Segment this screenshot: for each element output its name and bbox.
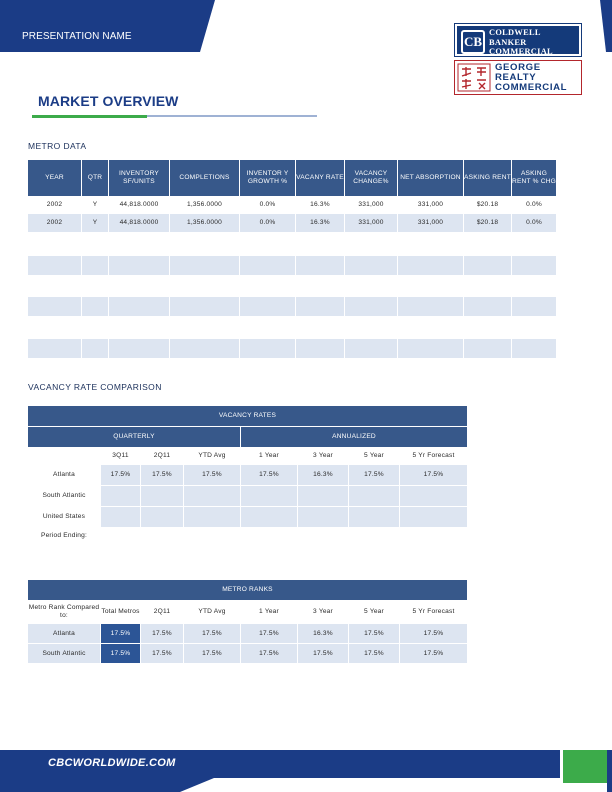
george-realty-commercial-logo	[454, 60, 582, 95]
ranks-data-cell: 17.5%	[101, 624, 140, 643]
vacancy-data-cell	[101, 507, 140, 527]
coldwell-banker-commercial-logo	[454, 23, 582, 57]
vacancy-data-cell: 17.5%	[141, 465, 183, 485]
metro-data-cell: 44,818.0000	[109, 214, 169, 232]
metro-data-cell	[296, 256, 344, 275]
vacancy-data-cell: 17.5%	[349, 465, 399, 485]
metro-data-cell: 331,000	[398, 214, 463, 232]
george-logo-line: REALTY	[495, 72, 537, 83]
vacancy-data-cell	[349, 486, 399, 506]
vacancy-column-header: 5 Yr Forecast	[400, 448, 467, 463]
vacancy-data-cell	[141, 507, 183, 527]
metro-data-cell	[240, 256, 295, 275]
metro-data-cell: Y	[82, 214, 108, 232]
metro-header-cell: ASKING RENT	[464, 160, 511, 196]
metro-data-cell	[345, 318, 397, 337]
vacancy-data-cell	[241, 486, 297, 506]
ranks-data-cell: 16.3%	[298, 624, 348, 643]
metro-data-cell	[296, 339, 344, 358]
metro-header-cell: VACANY RATE	[296, 160, 344, 196]
metro-data-cell	[82, 256, 108, 275]
metro-header-cell: NET ABSORPTION	[398, 160, 463, 196]
metro-data-cell: 0.0%	[240, 197, 295, 213]
ranks-data-cell: 17.5%	[241, 624, 297, 643]
metro-data-cell: 331,000	[398, 197, 463, 213]
metro-data-cell	[345, 256, 397, 275]
ranks-data-cell: 17.5%	[241, 644, 297, 663]
vacancy-data-cell	[141, 486, 183, 506]
metro-data-cell	[109, 276, 169, 295]
vacancy-data-cell	[184, 486, 240, 506]
george-logo-line: COMMERCIAL	[495, 82, 568, 93]
vacancy-data-cell	[400, 486, 467, 506]
footer-url: CBCWORLDWIDE.COM	[48, 757, 176, 769]
vacancy-column-header: YTD Avg	[184, 448, 240, 463]
george-logo-line: GEORGE	[495, 62, 541, 73]
vacancy-data-cell: 16.3%	[298, 465, 348, 485]
metro-data-cell	[240, 339, 295, 358]
ranks-data-cell: 17.5%	[141, 644, 183, 663]
vacancy-data-cell	[184, 507, 240, 527]
metro-data-cell: 16.3%	[296, 214, 344, 232]
ranks-column-header: Metro Rank Compared to:	[28, 601, 100, 623]
metro-data-cell	[170, 297, 239, 316]
metro-header-cell: ASKING RENT % CHG	[512, 160, 556, 196]
metro-data-cell	[240, 318, 295, 337]
metro-data-cell	[398, 339, 463, 358]
page-title: MARKET OVERVIEW	[38, 93, 179, 109]
metro-data-cell: $20.18	[464, 214, 511, 232]
ranks-column-header: 5 Yr Forecast	[400, 601, 467, 623]
metro-data-cell	[398, 256, 463, 275]
metro-data-cell	[464, 318, 511, 337]
ranks-column-header: YTD Avg	[184, 601, 240, 623]
vacancy-column-header: 3Q11	[101, 448, 140, 463]
ranks-column-header: 3 Year	[298, 601, 348, 623]
metro-data-cell	[109, 297, 169, 316]
cbc-logo-mark: CB	[461, 30, 485, 54]
ranks-column-header: 1 Year	[241, 601, 297, 623]
metro-data-cell: 0.0%	[512, 197, 556, 213]
vacancy-data-cell: 17.5%	[400, 465, 467, 485]
vacancy-data-cell: 17.5%	[101, 465, 140, 485]
period-ending-label: Period Ending:	[28, 528, 100, 544]
ranks-data-cell: 17.5%	[184, 624, 240, 643]
vacancy-column-header: 3 Year	[298, 448, 348, 463]
metro-data-cell: 2002	[28, 197, 81, 213]
metro-data-cell: 0.0%	[240, 214, 295, 232]
cbc-logo-line: COLDWELL	[489, 28, 541, 37]
metro-data-cell: 44,818.0000	[109, 197, 169, 213]
metro-header-cell: INVENTOR Y GROWTH %	[240, 160, 295, 196]
metro-data-cell	[82, 318, 108, 337]
ranks-data-cell: 17.5%	[101, 644, 140, 663]
metro-data-cell: 1,356.0000	[170, 197, 239, 213]
vacancy-data-cell: 17.5%	[184, 465, 240, 485]
metro-data-cell	[464, 297, 511, 316]
vacancy-comparison-label: VACANCY RATE COMPARISON	[28, 382, 162, 392]
metro-data-cell	[170, 276, 239, 295]
metro-data-cell	[28, 297, 81, 316]
ranks-column-header: 2Q11	[141, 601, 183, 623]
metro-data-cell: 16.3%	[296, 197, 344, 213]
metro-data-cell: 1,356.0000	[170, 214, 239, 232]
metro-data-cell: 0.0%	[512, 214, 556, 232]
ranks-data-cell: 17.5%	[349, 624, 399, 643]
metro-data-cell	[345, 297, 397, 316]
metro-data-cell	[240, 297, 295, 316]
metro-data-cell	[109, 318, 169, 337]
metro-data-cell	[170, 318, 239, 337]
ranks-data-cell: 17.5%	[400, 624, 467, 643]
metro-data-cell	[512, 276, 556, 295]
metro-header-cell: QTR	[82, 160, 108, 196]
ranks-data-cell: 17.5%	[184, 644, 240, 663]
metro-data-cell	[464, 276, 511, 295]
title-rule-green	[32, 115, 147, 118]
vacancy-data-cell	[400, 507, 467, 527]
vacancy-data-cell	[241, 507, 297, 527]
vacancy-column-header: 5 Year	[349, 448, 399, 463]
vacancy-data-cell	[298, 507, 348, 527]
metro-data-cell: $20.18	[464, 197, 511, 213]
metro-data-cell: 2002	[28, 214, 81, 232]
metro-data-cell	[82, 276, 108, 295]
presentation-name: PRESENTATION NAME	[22, 31, 132, 42]
vacancy-rates-title: VACANCY RATES	[28, 406, 467, 426]
cbc-logo-line: BANKER	[489, 37, 527, 47]
vacancy-data-cell: 17.5%	[241, 465, 297, 485]
metro-data-cell	[398, 297, 463, 316]
metro-header-cell: INVENTORY SF/UNITS	[109, 160, 169, 196]
metro-data-cell	[512, 339, 556, 358]
metro-data-label: METRO DATA	[28, 141, 87, 151]
metro-data-cell: Y	[82, 197, 108, 213]
ranks-column-header: Total Metros	[101, 601, 140, 623]
ranks-data-cell: 17.5%	[349, 644, 399, 663]
metro-header-cell: YEAR	[28, 160, 81, 196]
metro-data-cell	[28, 339, 81, 358]
metro-data-cell	[512, 256, 556, 275]
ranks-data-cell: 17.5%	[400, 644, 467, 663]
metro-data-cell	[398, 276, 463, 295]
vacancy-column-header: 1 Year	[241, 448, 297, 463]
vacancy-row-label: Atlanta	[28, 465, 100, 485]
metro-data-cell	[464, 339, 511, 358]
metro-data-cell	[345, 339, 397, 358]
vacancy-data-cell	[101, 486, 140, 506]
quarterly-group-header: QUARTERLY	[28, 427, 240, 447]
metro-data-cell	[82, 339, 108, 358]
vacancy-row-label: United States	[28, 507, 100, 527]
metro-data-cell	[28, 256, 81, 275]
vacancy-data-cell	[298, 486, 348, 506]
vacancy-column-header: 2Q11	[141, 448, 183, 463]
metro-data-cell	[28, 276, 81, 295]
metro-data-cell	[464, 256, 511, 275]
metro-data-cell	[345, 276, 397, 295]
vacancy-column-header	[28, 448, 100, 463]
metro-ranks-title: METRO RANKS	[28, 580, 467, 600]
ranks-data-cell: 17.5%	[298, 644, 348, 663]
metro-data-cell: 331,000	[345, 197, 397, 213]
metro-data-cell	[109, 256, 169, 275]
metro-data-cell	[296, 276, 344, 295]
cbc-logo-line: COMMERCIAL	[489, 47, 553, 56]
metro-header-cell: VACANCY CHANGE%	[345, 160, 397, 196]
ranks-column-header: 5 Year	[349, 601, 399, 623]
metro-data-cell	[82, 297, 108, 316]
vacancy-row-label: South Atlantic	[28, 486, 100, 506]
ranks-row-label: South Atlantic	[28, 644, 100, 663]
title-rule-blue	[147, 115, 317, 117]
metro-data-cell	[109, 339, 169, 358]
metro-data-cell	[398, 318, 463, 337]
metro-data-cell: 331,000	[345, 214, 397, 232]
chinese-seal-icon	[457, 63, 491, 92]
metro-data-cell	[240, 276, 295, 295]
metro-data-cell	[170, 256, 239, 275]
metro-data-cell	[170, 339, 239, 358]
ranks-row-label: Atlanta	[28, 624, 100, 643]
metro-data-cell	[296, 318, 344, 337]
metro-data-cell	[296, 297, 344, 316]
metro-data-cell	[512, 297, 556, 316]
annualized-group-header: ANNUALIZED	[241, 427, 467, 447]
metro-data-cell	[512, 318, 556, 337]
vacancy-data-cell	[349, 507, 399, 527]
ranks-data-cell: 17.5%	[141, 624, 183, 643]
metro-data-cell	[28, 318, 81, 337]
metro-header-cell: COMPLETIONS	[170, 160, 239, 196]
